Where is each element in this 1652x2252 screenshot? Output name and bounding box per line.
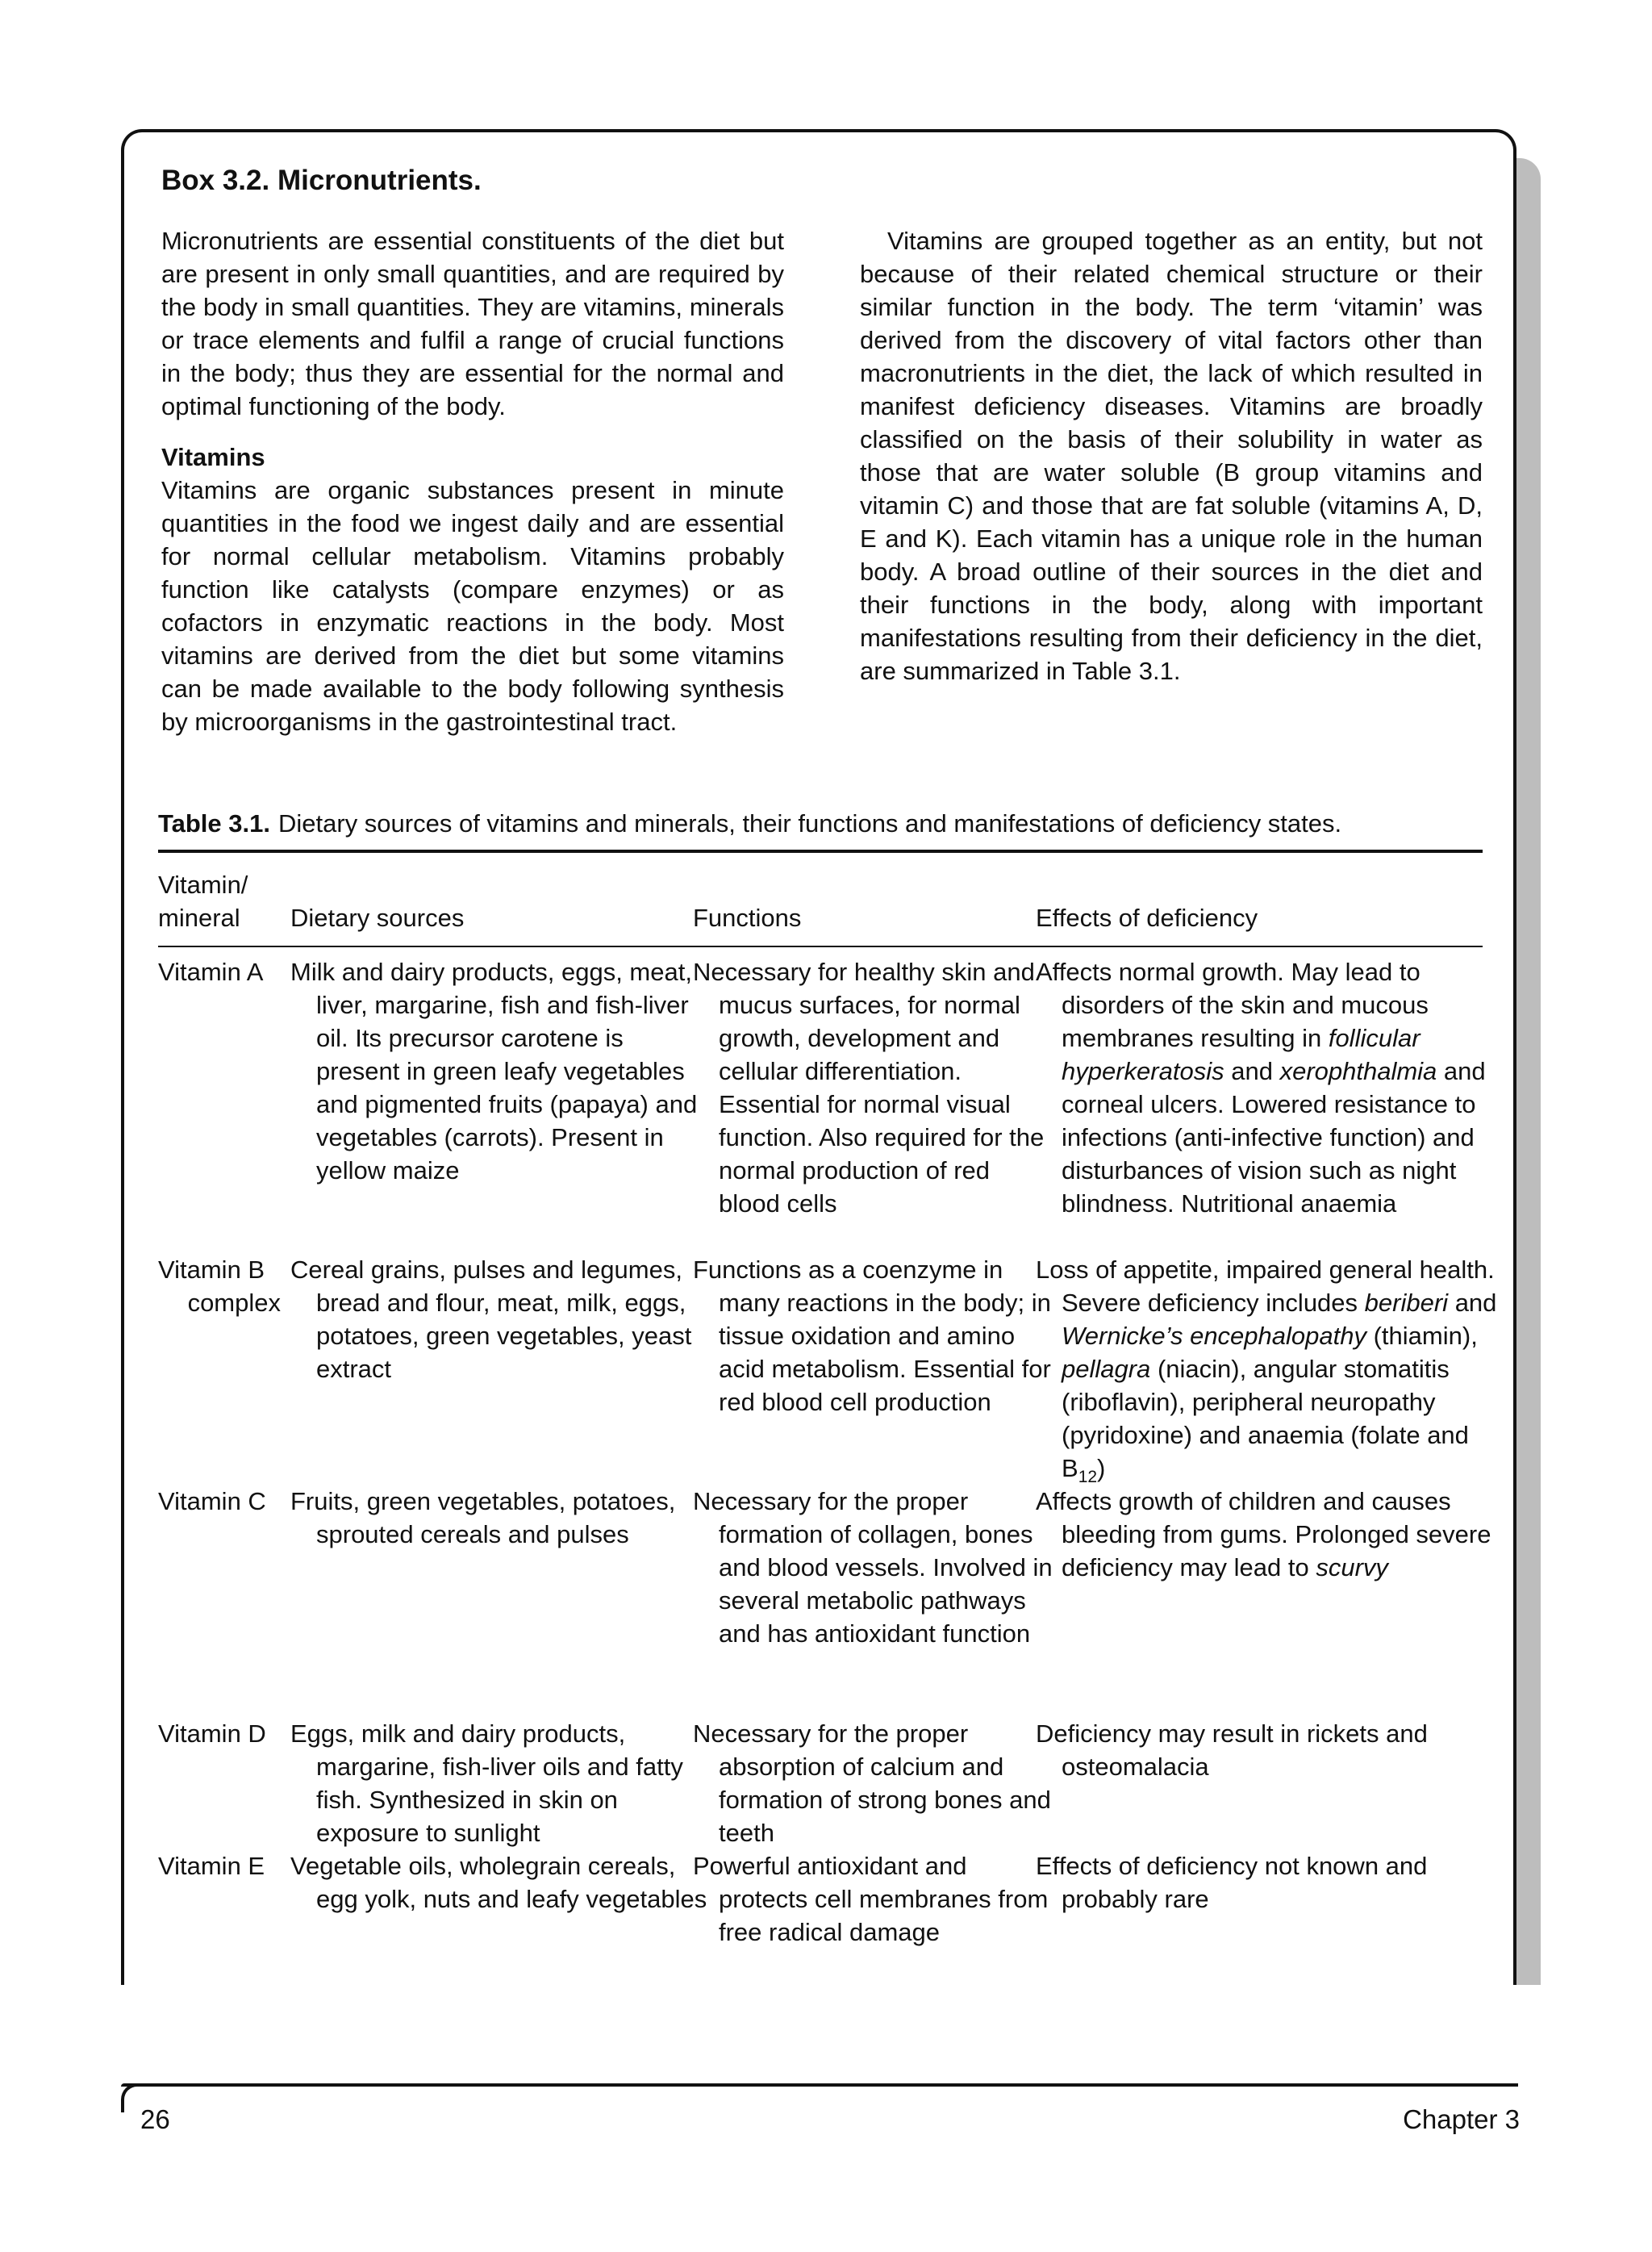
header-name-line2: mineral (158, 904, 240, 932)
header-effects: Effects of deficiency (1036, 904, 1258, 932)
table-top-rule (158, 850, 1483, 853)
text-column-left (161, 224, 784, 904)
row-functions: Functions as a coenzyme in many reactions in the body; in tissue oxidation and amino acid metabolism. Essential for red blood cell production (693, 1256, 1051, 1416)
row-functions: Powerful antioxidant and protects cell membranes from free radical damage (693, 1852, 1049, 1946)
row-name: Vitamin E (158, 1852, 265, 1880)
row-name: Vitamin A (158, 958, 264, 986)
row-name: Vitamin D (158, 1719, 266, 1748)
table-header-rule (158, 946, 1483, 947)
table-caption-label: Table 3.1. (158, 809, 270, 838)
row-effects: Affects growth of children and causes bleeding from gums. Prolonged severe deficiency may lead to scurvy (1036, 1487, 1491, 1581)
row-sources: Cereal grains, pulses and legumes, bread and flour, meat, milk, eggs, potatoes, green vegetables, yeast extract (290, 1256, 692, 1383)
table-caption (158, 807, 1341, 840)
row-effects: Deficiency may result in rickets and osteomalacia (1036, 1719, 1428, 1781)
box-title: Box 3.2. Micronutrients. (161, 165, 482, 196)
vitamins-paragraph-1: Vitamins are organic substances present in minute quantities in the food we ingest daily and are essential for normal cellular metabolism. Vitamins probably function like catalysts (compare enzymes) or as cofactors in enzymatic reactions in the body. Most vitamins are derived from the diet but some vitamins can be made available to the body following synthesis by microorganisms in the gastrointestinal tract. (161, 476, 784, 736)
table-caption-text: Dietary sources of vitamins and minerals, their functions and manifestations of deficiency states. (278, 809, 1342, 838)
row-functions: Necessary for the proper formation of collagen, bones and blood vessels. Involved in several metabolic pathways and has antioxidant function (693, 1487, 1053, 1648)
header-functions: Functions (693, 904, 802, 932)
row-effects: Loss of appetite, impaired general health. Severe deficiency includes beriberi and Wernicke’s encephalopathy (thiamin), pellagra (niacin), angular stomatitis (riboflavin), peripheral neuropathy (pyridoxine) and anaemia (folate and $B_{12}$) (1036, 1256, 1497, 1487)
header-vitamin-mineral (158, 868, 248, 934)
row-name: Vitamin C (158, 1487, 266, 1515)
intro-paragraph: Micronutrients are essential constituents of the diet but are present in only small quantities, and are required by the body in small quantities. They are vitamins, minerals or trace elements and fulfil a range of crucial functions in the body; thus they are essential for the normal and optimal functioning of the body. (161, 227, 784, 420)
text-column-right (860, 224, 1483, 687)
row-functions: Necessary for the proper absorption of calcium and formation of strong bones and teeth (693, 1719, 1051, 1847)
row-name: Vitamin B complex (158, 1256, 281, 1317)
row-effects: Effects of deficiency not known and probably rare (1036, 1852, 1428, 1913)
vitamins-heading: Vitamins (161, 443, 265, 471)
row-sources: Fruits, green vegetables, potatoes, sprouted cereals and pulses (290, 1487, 676, 1548)
row-effects: Affects normal growth. May lead to disorders of the skin and mucous membranes resulting in follicular hyperkeratosis and xerophthalmia and corneal ulcers. Lowered resistance to infections (anti-infective function) and disturbances of vision such as night blindness. Nutritional anaemia (1036, 958, 1486, 1218)
header-dietary-sources: Dietary sources (290, 904, 465, 932)
footer-corner (121, 2083, 137, 2112)
vitamins-paragraph-2: Vitamins are grouped together as an entity, but not because of their related chemical structure or their similar function in the body. The term ‘vitamin’ was derived from the discovery of vital factors other than macronutrients in the diet, the lack of which resulted in manifest deficiency diseases. Vitamins are broadly classified on the basis of their solubility in water as those that are water soluble (B group vitamins and vitamin C) and those that are fat soluble (vitamins A, D, E and K). Each vitamin has a unique role in the human body. A broad outline of their sources in the diet and their functions in the body, along with important manifestations resulting from their deficiency in the diet, are summarized in Table 3.1. (860, 227, 1483, 685)
row-sources: Milk and dairy products, eggs, meat, liver, margarine, fish and fish-liver oil. Its precursor carotene is present in green leafy vegetables and pigmented fruits (papaya) and vegetables (carrots). Present in yellow maize (290, 958, 698, 1184)
chapter-label: Chapter 3 (1403, 2104, 1520, 2134)
footer-rule (121, 2083, 1518, 2087)
row-sources: Vegetable oils, wholegrain cereals, egg yolk, nuts and leafy vegetables (290, 1852, 707, 1913)
header-name-line1: Vitamin/ (158, 871, 248, 899)
page-number: 26 (140, 2104, 170, 2134)
row-sources: Eggs, milk and dairy products, margarine, fish-liver oils and fatty fish. Synthesized in skin on exposure to sunlight (290, 1719, 683, 1847)
row-functions: Necessary for healthy skin and mucus surfaces, for normal growth, development and cellular differentiation. Essential for normal visual function. Also required for the normal production of red blood cells (693, 958, 1045, 1218)
